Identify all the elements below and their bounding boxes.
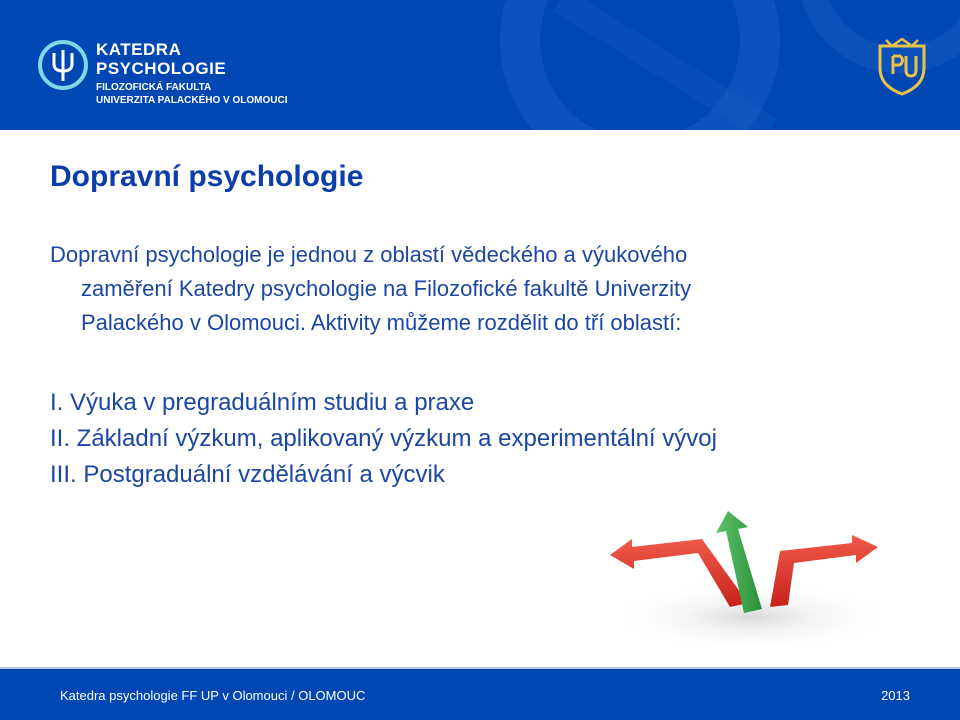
intro-line: Dopravní psychologie je jednou z oblastí vědeckého a výukového — [50, 242, 688, 267]
intro-line: zaměření Katedry psychologie na Filozofické fakultě Univerzity — [81, 276, 692, 301]
faculty-name: FILOZOFICKÁ FAKULTA UNIVERZITA PALACKÉHO V OLOMOUCI — [96, 82, 288, 106]
footer-city: OLOMOUC — [298, 688, 366, 703]
footer-year: 2013 — [881, 688, 910, 703]
intro-paragraph — [50, 238, 910, 340]
psi-circle-icon — [36, 38, 90, 92]
direction-arrows-icon — [602, 507, 892, 657]
activity-areas-list — [50, 385, 717, 493]
footer-bar — [0, 667, 960, 720]
intro-line: Palackého v Olomouci. Aktivity můžeme rozdělit do tří oblastí: — [81, 310, 682, 335]
footer-label: Katedra psychologie FF UP v Olomouci / OLOMOUC — [60, 688, 366, 703]
department-name: KATEDRA PSYCHOLOGIE — [96, 40, 227, 78]
area-item: II. Základní výzkum, aplikovaný výzkum a experimentální vývoj — [50, 425, 717, 452]
area-item: I. Výuka v pregraduálním studiu a praxe — [50, 389, 475, 416]
slide-title: Dopravní psychologie — [50, 160, 364, 193]
header-bar — [0, 0, 960, 130]
university-crest-icon — [876, 38, 928, 96]
area-item: III. Postgraduální vzdělávání a výcvik — [50, 461, 445, 488]
